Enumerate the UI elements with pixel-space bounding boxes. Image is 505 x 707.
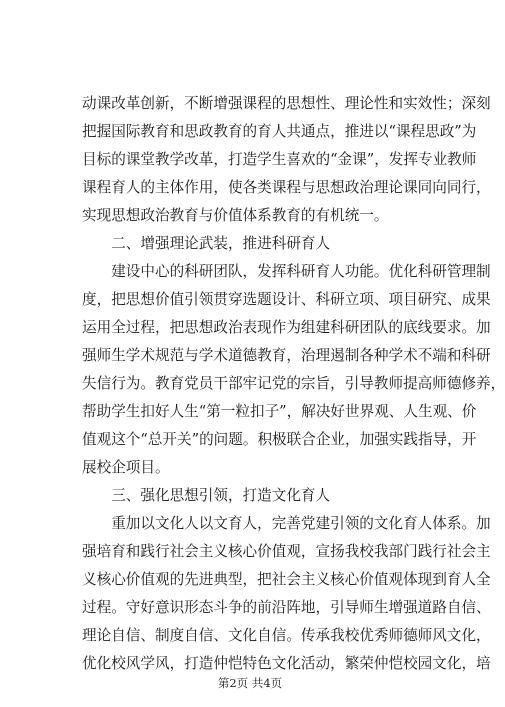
body-line: 帮助学生扣好人生“第一粒扣子”，解决好世界观、人生观、价 (82, 403, 477, 420)
section-heading: 二、增强理论武装，推进科研育人 (82, 235, 331, 252)
body-line: 度，把思想价值引领贯穿选题设计、科研立项、项目研究、成果 (82, 291, 491, 308)
section-heading: 三、强化思想引领，打造文化育人 (82, 487, 331, 504)
body-line: 目标的课堂教学改革，打造学生喜欢的“金课”，发挥专业教师 (82, 151, 477, 168)
body-line: 理论自信、制度自信、文化自信。传承我校优秀师德师风文化， (82, 627, 491, 644)
body-line: 把握国际教育和思政教育的育人共通点，推进以“课程思政”为 (82, 123, 477, 140)
body-line: 重加以文化人以文育人，完善党建引领的文化育人体系。加 (82, 515, 491, 532)
page-footer: 第2页 共4页 (217, 676, 283, 690)
body-line: 义核心价值观的先进典型，把社会主义核心价值观体现到育人全 (82, 571, 491, 588)
body-line: 运用全过程，把思想政治表现作为组建科研团队的底线要求。加 (82, 319, 491, 336)
body-line: 动课改革创新，不断增强课程的思想性、理论性和实效性；深刻 (82, 95, 491, 112)
body-line: 失信行为。教育党员干部牢记党的宗旨，引导教师提高师德修养， (82, 375, 505, 392)
body-line: 建设中心的科研团队，发挥科研育人功能。优化科研管理制 (82, 263, 491, 280)
body-line: 展校企项目。 (82, 459, 170, 476)
body-line: 值观这个“总开关”的问题。积极联合企业，加强实践指导，开 (82, 431, 477, 448)
body-line: 强师生学术规范与学术道德教育，治理遏制各种学术不端和科研 (82, 347, 491, 364)
body-line: 强培育和践行社会主义核心价值观，宣扬我校我部门践行社会主 (82, 543, 491, 560)
body-line: 实现思想政治教育与价值体系教育的有机统一。 (82, 207, 389, 224)
body-line: 优化校风学风，打造仲恺特色文化活动，繁荣仲恺校园文化，培 (82, 655, 491, 672)
body-line: 过程。守好意识形态斗争的前沿阵地，引导师生增强道路自信、 (82, 599, 491, 616)
body-line: 课程育人的主体作用，使各类课程与思想政治理论课同向同行， (82, 179, 491, 196)
